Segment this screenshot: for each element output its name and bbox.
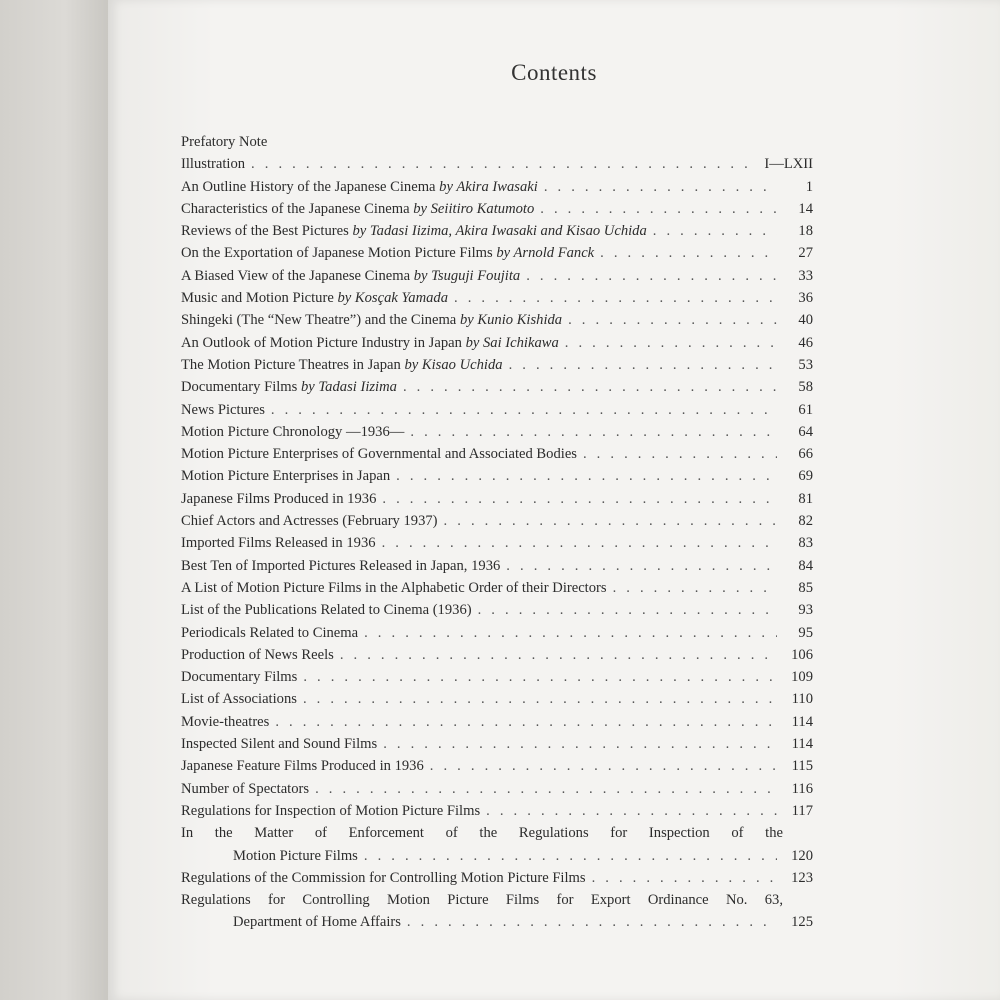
book-page [108, 0, 1000, 1000]
toc-entry-page: 14 [798, 200, 813, 217]
book-gutter [0, 0, 108, 1000]
toc-entry-page: 18 [798, 223, 813, 240]
toc-entry [181, 134, 813, 156]
dot-leader [444, 513, 777, 530]
toc-entry [181, 736, 813, 758]
toc-entry [181, 892, 813, 914]
dot-leader [407, 914, 777, 931]
toc-entry-author: by Kosçak Yamada [337, 290, 449, 307]
toc-entry-page: 69 [798, 468, 813, 485]
toc-entry-page: 33 [798, 267, 813, 284]
toc-entry-page: 66 [798, 446, 813, 463]
toc-entry-title: Characteristics of the Japanese Cinema [181, 200, 414, 217]
dot-leader [275, 714, 777, 731]
toc-entry-title: Regulations for Controlling Motion Picture Films for Export Ordinance No. 63, [181, 892, 783, 909]
dot-leader [583, 446, 777, 463]
toc-entry [181, 179, 813, 201]
toc-entry-title: Inspected Silent and Sound Films [181, 736, 378, 753]
toc-entry-continuation [181, 848, 813, 870]
toc-entry-title: Regulations for Inspection of Motion Picture Films [181, 802, 481, 819]
toc-entry-title: Best Ten of Imported Pictures Released in Japan, 1936 [181, 557, 501, 574]
dot-leader [403, 379, 777, 396]
toc-entry [181, 268, 813, 290]
toc-entry-title: Prefatory Note [181, 134, 268, 150]
toc-entry-title: Japanese Feature Films Produced in 1936 [181, 758, 424, 775]
toc-entry-title: List of the Publications Related to Cinema (1936) [181, 602, 472, 619]
toc-entry-title: A List of Motion Picture Films in the Alphabetic Order of their Directors [181, 579, 607, 596]
toc-entry [181, 223, 813, 245]
dot-leader [478, 602, 777, 619]
toc-entry-page: 64 [798, 423, 813, 440]
toc-entry [181, 691, 813, 713]
toc-entry-title: Illustration [181, 156, 246, 173]
toc-entry-page: 84 [798, 557, 813, 574]
toc-entry-title: Japanese Films Produced in 1936 [181, 490, 377, 507]
dot-leader [454, 290, 777, 307]
toc-entry [181, 758, 813, 780]
toc-entry-title: Regulations of the Commission for Controlling Motion Picture Films [181, 869, 586, 886]
dot-leader [568, 312, 777, 329]
toc-entry-title: List of Associations [181, 691, 297, 708]
dot-leader [303, 669, 777, 686]
toc-entry-title: Production of News Reels [181, 646, 334, 663]
toc-entry-title: An Outlook of Motion Picture Industry in Japan [181, 334, 466, 351]
toc-entry-page: 82 [798, 513, 813, 530]
toc-entry-title: Imported Films Released in 1936 [181, 535, 376, 552]
toc-entry-title: Documentary Films [181, 379, 301, 396]
toc-entry-title: Department of Home Affairs [233, 914, 401, 931]
toc-entry-title: Motion Picture Enterprises in Japan [181, 468, 391, 485]
toc-entry-page: 93 [798, 602, 813, 619]
toc-entry-page: 115 [791, 758, 813, 775]
toc-entry [181, 870, 813, 892]
toc-entry-page: 46 [798, 334, 813, 351]
toc-entry [181, 781, 813, 803]
toc-entry-page: 95 [798, 624, 813, 641]
toc-entry [181, 580, 813, 602]
toc-entry-author: by Akira Iwasaki [439, 178, 538, 195]
dot-leader [410, 424, 777, 441]
toc-entry-page: 114 [791, 736, 813, 753]
toc-entry-title: Shingeki (The “New Theatre”) and the Cinema [181, 312, 460, 329]
toc-entry-title: A Biased View of the Japanese Cinema [181, 267, 414, 284]
dot-leader [430, 758, 777, 775]
toc-entry-title: The Motion Picture Theatres in Japan [181, 356, 405, 373]
toc-entry-page: 83 [798, 535, 813, 552]
dot-leader [600, 245, 777, 262]
dot-leader [565, 335, 777, 352]
toc-entry-page: 120 [791, 847, 813, 864]
toc-entry [181, 156, 813, 178]
table-of-contents [181, 134, 813, 937]
toc-entry-page: 116 [791, 780, 813, 797]
toc-entry-page: 81 [798, 490, 813, 507]
dot-leader [653, 223, 777, 240]
toc-entry [181, 379, 813, 401]
dot-leader [315, 781, 777, 798]
dot-leader [396, 468, 777, 485]
toc-entry-author: by Tsuguji Foujita [413, 267, 521, 284]
toc-entry-page: 110 [791, 691, 813, 708]
toc-entry-page: 58 [798, 379, 813, 396]
toc-entry [181, 357, 813, 379]
toc-entry [181, 669, 813, 691]
dot-leader [506, 558, 777, 575]
toc-entry-page: 1 [805, 178, 813, 195]
toc-entry-title: Music and Motion Picture [181, 290, 338, 307]
toc-entry [181, 803, 813, 825]
dot-leader [544, 179, 777, 196]
toc-entry [181, 714, 813, 736]
toc-entry-page: I—LXII [764, 156, 813, 173]
toc-entry-page: 114 [791, 713, 813, 730]
toc-entry-title: Periodicals Related to Cinema [181, 624, 359, 641]
toc-entry-author: by Sai Ichikawa [465, 334, 559, 351]
dot-leader [592, 870, 777, 887]
dot-leader [340, 647, 777, 664]
toc-entry [181, 335, 813, 357]
toc-entry-title: Motion Picture Films [233, 847, 358, 864]
toc-entry [181, 602, 813, 624]
toc-entry-title: On the Exportation of Japanese Motion Picture Films [181, 245, 497, 262]
toc-entry-title: Number of Spectators [181, 780, 310, 797]
toc-entry [181, 513, 813, 535]
toc-entry-page: 125 [791, 914, 813, 931]
toc-entry-title: Documentary Films [181, 669, 298, 686]
toc-entry-author: by Tadasi Iizima, Akira Iwasaki and Kisao Uchida [352, 223, 647, 240]
dot-leader [303, 691, 777, 708]
toc-entry [181, 491, 813, 513]
dot-leader [613, 580, 777, 597]
dot-leader [509, 357, 777, 374]
toc-entry-author: by Arnold Fanck [496, 245, 595, 262]
toc-entry [181, 201, 813, 223]
toc-entry-title: In the Matter of Enforcement of the Regulations for Inspection of the [181, 825, 783, 842]
toc-entry-continuation [181, 914, 813, 936]
dot-leader [540, 201, 777, 218]
toc-entry-page: 109 [791, 669, 813, 686]
toc-entry-page: 123 [791, 869, 813, 886]
toc-entry-page: 85 [798, 579, 813, 596]
toc-entry-page: 27 [798, 245, 813, 262]
toc-entry [181, 245, 813, 267]
toc-entry [181, 535, 813, 557]
dot-leader [364, 625, 777, 642]
toc-entry-title: Motion Picture Enterprises of Governmental and Associated Bodies [181, 446, 577, 463]
toc-entry-page: 36 [798, 290, 813, 307]
dot-leader [526, 268, 777, 285]
toc-entry-title: Reviews of the Best Pictures [181, 223, 353, 240]
toc-entry [181, 825, 813, 847]
toc-entry-page: 61 [798, 401, 813, 418]
toc-entry-page: 106 [791, 646, 813, 663]
dot-leader [383, 736, 777, 753]
dot-leader [486, 803, 777, 820]
toc-entry [181, 468, 813, 490]
toc-entry-title: An Outline History of the Japanese Cinema [181, 178, 440, 195]
toc-entry-page: 40 [798, 312, 813, 329]
dot-leader [382, 491, 777, 508]
toc-entry-page: 117 [791, 802, 813, 819]
toc-entry [181, 625, 813, 647]
toc-entry-author: by Seiitiro Katumoto [413, 200, 535, 217]
toc-entry-author: by Kisao Uchida [404, 356, 503, 373]
dot-leader [364, 848, 777, 865]
toc-entry-author: by Kunio Kishida [459, 312, 563, 329]
toc-entry-author: by Tadasi Iizima [300, 379, 397, 396]
toc-entry [181, 402, 813, 424]
toc-entry [181, 312, 813, 334]
dot-leader [271, 402, 777, 419]
toc-entry [181, 290, 813, 312]
toc-entry [181, 558, 813, 580]
toc-entry [181, 647, 813, 669]
dot-leader [382, 535, 777, 552]
toc-entry-title: Motion Picture Chronology —1936— [181, 423, 405, 440]
toc-entry-title: Chief Actors and Actresses (February 1937) [181, 513, 438, 530]
toc-entry [181, 446, 813, 468]
toc-entry-page: 53 [798, 356, 813, 373]
page-title: Contents [511, 60, 597, 85]
toc-entry-title: Movie-theatres [181, 713, 270, 730]
dot-leader [251, 156, 758, 173]
toc-entry-title: News Pictures [181, 401, 265, 418]
toc-entry [181, 424, 813, 446]
